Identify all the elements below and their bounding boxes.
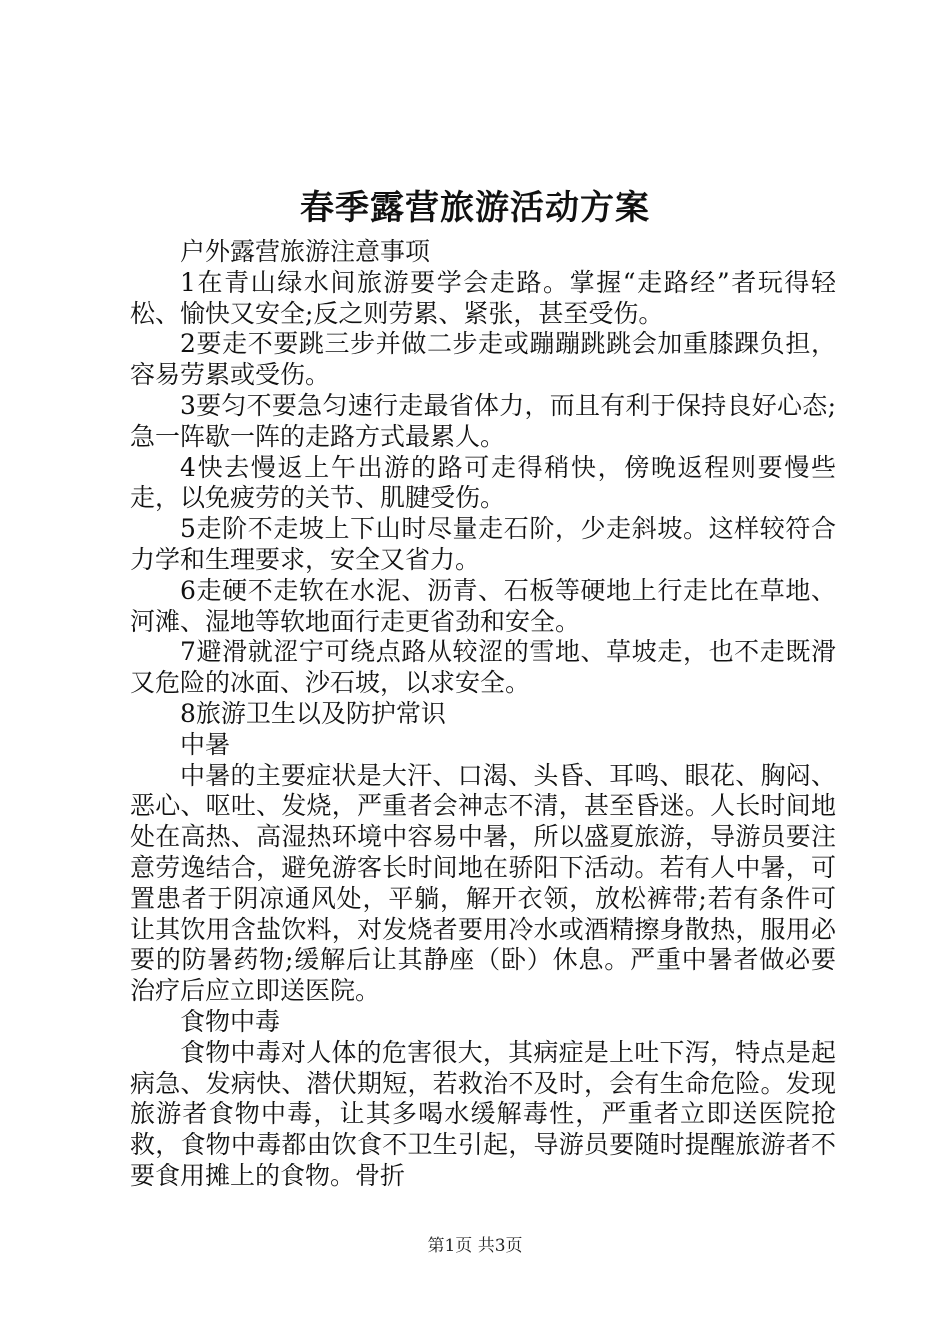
paragraph: 7避滑就涩宁可绕点路从较涩的雪地、草坡走，也不走既滑又危险的冰面、沙石坡，以求安全。 bbox=[130, 637, 836, 698]
document-body bbox=[130, 237, 836, 1192]
section-heading: 中暑 bbox=[180, 729, 231, 759]
paragraph: 6走硬不走软在水泥、沥青、石板等硬地上行走比在草地、河滩、湿地等软地面行走更省劲和安全。 bbox=[130, 575, 836, 636]
paragraph: 1在青山绿水间旅游要学会走路。掌握“走路经”者玩得轻松、愉快又安全;反之则劳累、紧张，甚至受伤。 bbox=[130, 267, 836, 328]
paragraph: 食物中毒对人体的危害很大，其病症是上吐下泻，特点是起病急、发病快、潜伏期短，若救治不及时，会有生命危险。发现旅游者食物中毒，让其多喝水缓解毒性，严重者立即送医院抢救，食物中毒都由饮食不卫生引起，导游员要随时提醒旅游者不要食用摊上的食物。骨折 bbox=[130, 1037, 836, 1190]
page-title: 春季露营旅游活动方案 bbox=[300, 188, 650, 228]
paragraph: 4快去慢返上午出游的路可走得稍快，傍晚返程则要慢些走，以免疲劳的关节、肌腱受伤。 bbox=[130, 452, 836, 513]
section-heading: 食物中毒 bbox=[180, 1006, 281, 1036]
section-heading: 户外露营旅游注意事项 bbox=[180, 237, 431, 266]
section-heading: 8旅游卫生以及防护常识 bbox=[180, 698, 446, 728]
page-number: 第1页 共3页 bbox=[427, 1236, 523, 1256]
paragraph: 中暑的主要症状是大汗、口渴、头昏、耳鸣、眼花、胸闷、恶心、呕吐、发烧，严重者会神志不清，甚至昏迷。人长时间地处在高热、高湿热环境中容易中暑，所以盛夏旅游，导游员要注意劳逸结合，避免游客长时间地在骄阳下活动。若有人中暑，可置患者于阴凉通风处，平躺，解开衣领，放松裤带;若有条件可让其饮用含盐饮料，对发烧者要用冷水或酒精擦身散热，服用必要的防暑药物;缓解后让其静座（卧）休息。严重中暑者做必要治疗后应立即送医院。 bbox=[130, 760, 836, 1006]
paragraph: 2要走不要跳三步并做二步走或蹦蹦跳跳会加重膝踝负担，容易劳累或受伤。 bbox=[130, 329, 836, 390]
paragraph: 3要匀不要急匀速行走最省体力，而且有利于保持良好心态;急一阵歇一阵的走路方式最累人。 bbox=[130, 390, 836, 451]
paragraph: 5走阶不走坡上下山时尽量走石阶，少走斜坡。这样较符合力学和生理要求，安全又省力。 bbox=[130, 514, 836, 574]
